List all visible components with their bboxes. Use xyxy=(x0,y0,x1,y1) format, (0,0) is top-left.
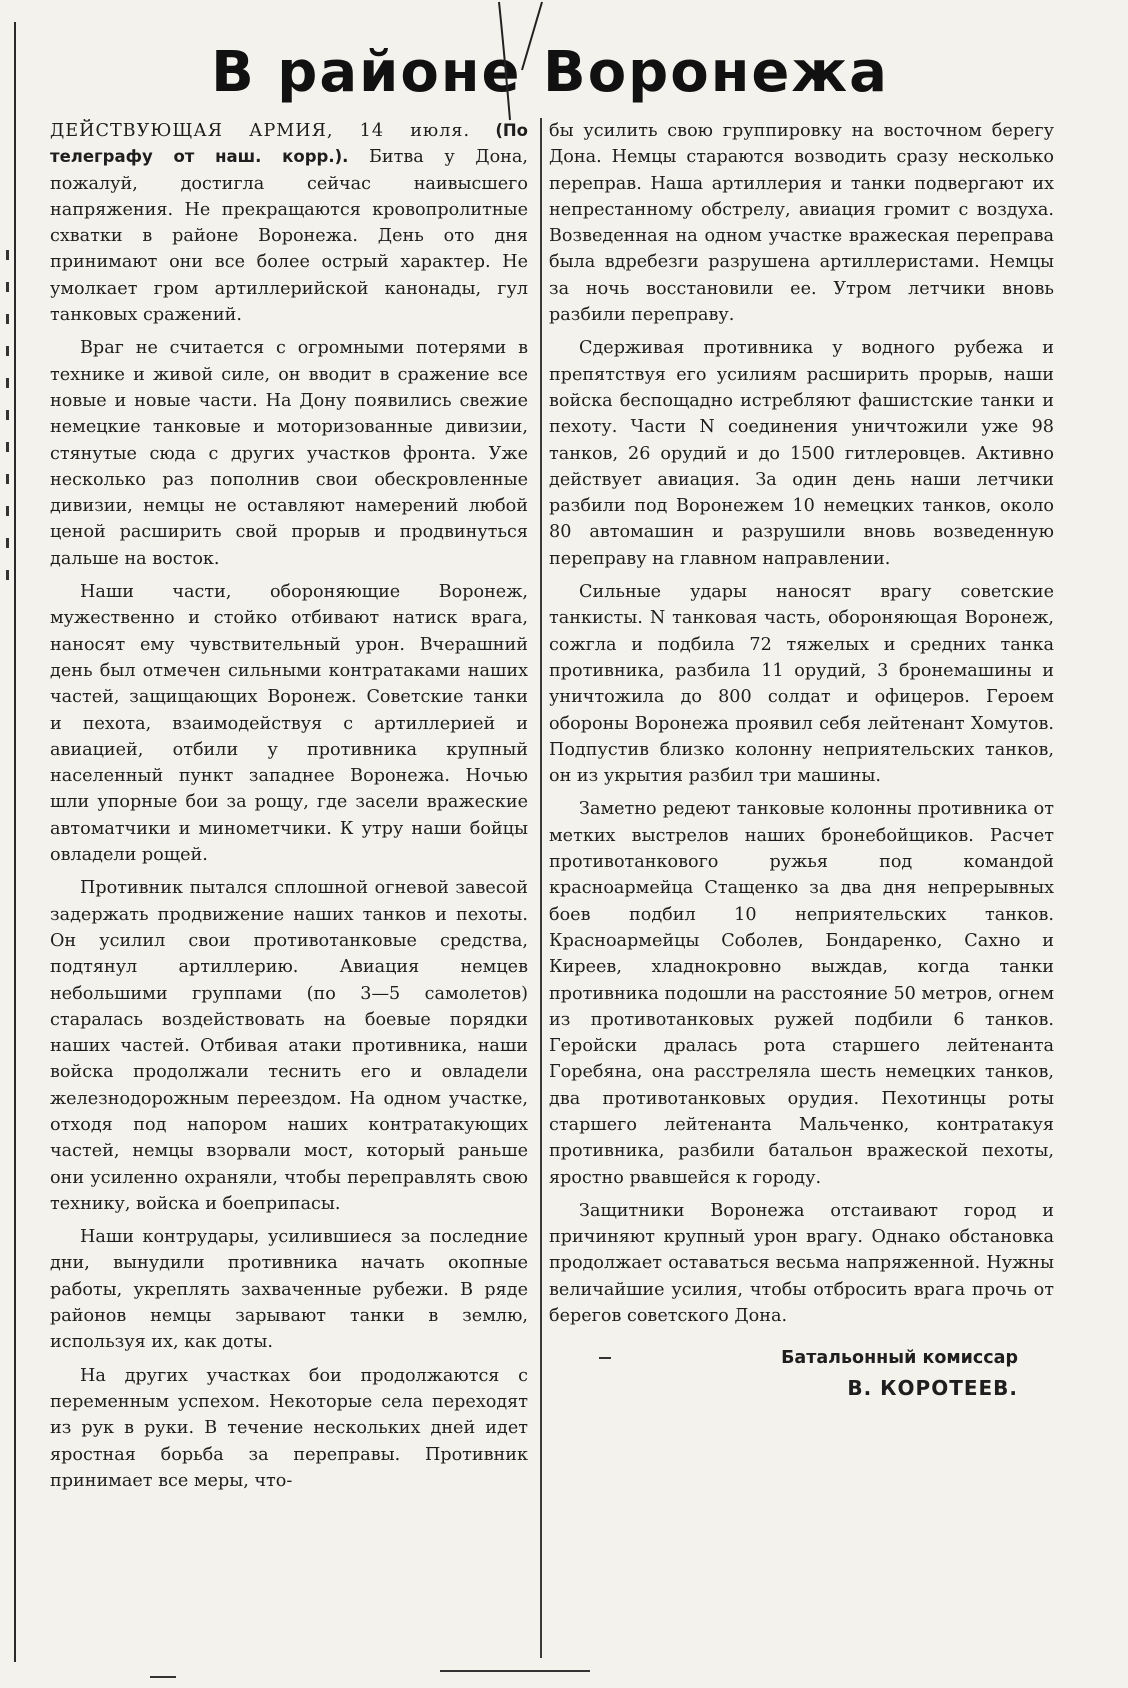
bottom-mark xyxy=(150,1676,176,1678)
article-paragraph: Наши контрудары, усилившиеся за последние дни, вынудили противника начать окопные работы, укреплять захваченные рубежи. В ряде районов немцы зарывают танки в землю, используя их, как доты. xyxy=(50,1227,528,1353)
article-paragraph: На других участках бои продолжаются с переменным успехом. Некоторые села переходят из рук в руки. В течение нескольких дней идет яростная борьба за переправы. Противник принимает все меры, что- xyxy=(50,1365,528,1491)
bottom-rule xyxy=(440,1670,590,1672)
article-column-right xyxy=(549,118,1054,1403)
dash-mark xyxy=(599,1357,611,1359)
signature-block xyxy=(549,1343,1054,1403)
signature-name: В. КОРОТЕЕВ. xyxy=(847,1376,1018,1401)
article-paragraph: Наши части, обороняющие Воронеж, мужественно и стойко отбивают натиск врага, наносят ему чувствительный урон. Вчерашний день был отмечен сильными контратаками наших частей, защищающих Воронеж. Советские танки и пехота, взаимодействуя с артиллерией и авиацией, отбили у противника крупный населенный пункт западнее Воронежа. Ночью шли упорные бои за рощу, где засели вражеские автоматчики и минометчики. К утру наши бойцы овладели рощей. xyxy=(50,582,528,866)
article-paragraph: Противник пытался сплошной огневой завесой задержать продвижение наших танков и пехоты. Он усилил свои противотанковые средства, подтянул артиллерию. Авиация немцев небольшими группами (по 3—5 самолетов) старалась воздействовать на боевые порядки наших частей. Отбивая атаки противника, наши войска продолжали теснить его и овладели железнодорожным переездом. На одном участке, отходя под напором наших контратакующих частей, немцы взорвали мост, который раньше они усиленно охраняли, чтобы переправлять свою технику, войска и боеприпасы. xyxy=(50,878,528,1214)
article-paragraph: Сильные удары наносят врагу советские танкисты. N танковая часть, обороняющая Воронеж, сожгла и подбила 72 тяжелых и средних танка противника, разбила 11 орудий, 3 бронемашины и уничтожила до 800 солдат и офицеров. Героем обороны Воронежа проявил себя лейтенант Хомутов. Подпустив близко колонну неприятельских танков, он из укрытия разбил три машины. xyxy=(549,582,1054,787)
paper-fold-mark xyxy=(496,0,556,130)
margin-marks xyxy=(2,250,14,630)
headline: В районе Воронежа xyxy=(211,40,889,105)
article-paragraph: Сдерживая противника у водного рубежа и препятствуя его усилиям расширить прорыв, наши войска беспощадно истребляют фашистские танки и пехоту. Части N соединения уничтожили уже 98 танков, 26 орудий и до 1500 гитлеровцев. Активно действует авиация. За один день наши летчики разбили под Воронежем 10 немецких танков, около 80 автомашин и разрушили вновь возведенную переправу на главном направлении. xyxy=(549,338,1054,569)
left-column-rule xyxy=(14,22,16,1662)
article-paragraph: бы усилить свою группировку на восточном берегу Дона. Немцы стараются возводить сразу несколько переправ. Наша артиллерия и танки подвергают их непрестанному обстрелу, авиация громит с воздуха. Возведенная на одном участке вражеская переправа была вдребезги разрушена артиллеристами. Немцы за ночь восстановили ее. Утром летчики вновь разбили переправу. xyxy=(549,121,1054,326)
byline: (По телеграфу от наш. корр.). xyxy=(50,121,528,167)
column-divider xyxy=(540,118,542,1658)
article-column-left xyxy=(50,118,528,1501)
signature-title: Батальонный комиссар xyxy=(549,1343,1018,1373)
paragraph-text: Битва у Дона, пожалуй, достигла сейчас наивысшего напряжения. Не прекращаются кровопролитные схватки в районе Воронежа. День ото дня принимают они все более острый характер. Не умолкает гром артиллерийской канонады, гул танковых сражений. xyxy=(50,147,528,326)
dateline: ДЕЙСТВУЮЩАЯ АРМИЯ, 14 июля. xyxy=(50,121,471,141)
article-paragraph: Защитники Воронежа отстаивают город и причиняют крупный урон врагу. Однако обстановка продолжает оставаться весьма напряженной. Нужны величайшие усилия, чтобы отбросить врага прочь от берегов советского Дона. xyxy=(549,1200,1054,1327)
article-paragraph: Заметно редеют танковые колонны противника от метких выстрелов наших бронебойщиков. Расчет противотанкового ружья под командой красноармейца Стащенко за два дня непрерывных боев подбил 10 неприятельских танков. Красноармейцы Соболев, Бондаренко, Сахно и Киреев, хладнокровно выждав, когда танки противника подошли на расстояние 50 метров, огнем из противотанковых ружей подбили 6 танков. Геройски дралась рота старшего лейтенанта Горебяна, она расстреляла шесть немецких танков, два противотанковых орудия. Пехотинцы роты старшего лейтенанта Мальченко, контратакуя противника, разбили батальон вражеской пехоты, яростно рвавшейся к городу. xyxy=(549,799,1054,1188)
article-paragraph: Враг не считается с огромными потерями в технике и живой силе, он вводит в сражение все новые и новые части. На Дону появились свежие немецкие танковые и моторизованные дивизии, стянутые сюда с других участков фронта. Уже несколько раз пополнив свои обескровленные дивизии, немцы не оставляют намерений любой ценой расширить свой прорыв и продвинуться дальше на восток. xyxy=(50,338,528,569)
article-paragraph xyxy=(50,118,528,328)
